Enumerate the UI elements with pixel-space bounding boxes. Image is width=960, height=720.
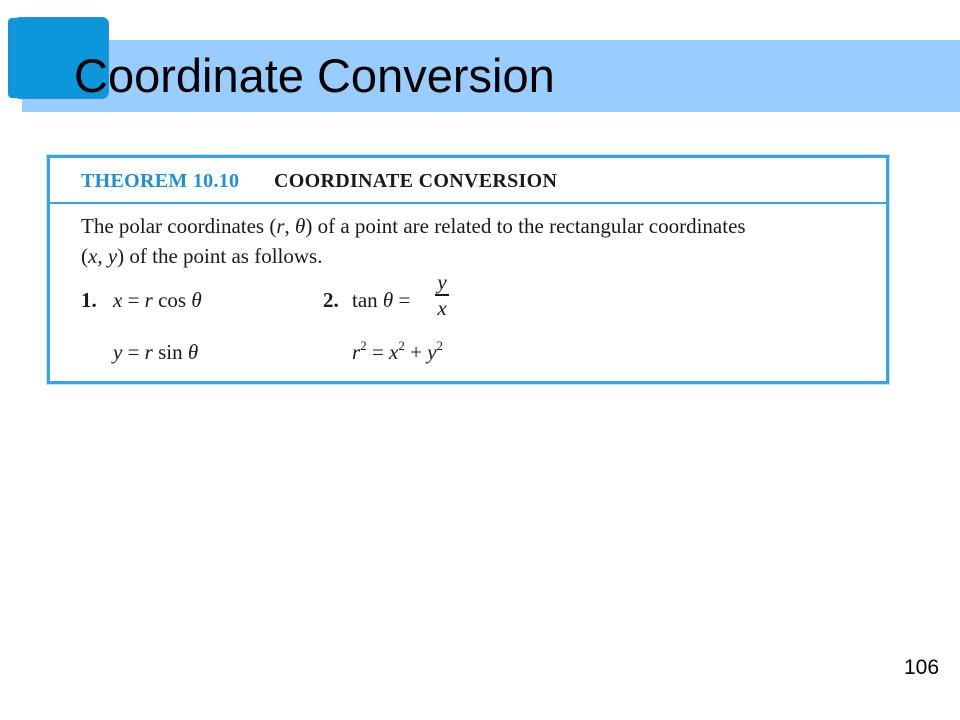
page-number: 106 xyxy=(904,656,940,679)
equation-y-r-sin: y = r sin θ xyxy=(113,340,199,364)
equation-x-r-cos: x = r cos θ xyxy=(113,288,202,312)
theorem-label: THEOREM 10.10 xyxy=(81,170,240,192)
theorem-statement: The polar coordinates (r, θ) of a point are related to the rectangular coordinates (x, y) of the point as follows. xyxy=(81,214,746,268)
slide-title: Coordinate Conversion xyxy=(74,49,555,102)
fraction-y-over-x: y x xyxy=(435,271,449,319)
item-number-2: 2. xyxy=(323,288,339,312)
theorem-name: COORDINATE CONVERSION xyxy=(274,170,558,192)
theorem-header xyxy=(50,158,886,204)
theorem-box xyxy=(47,155,889,384)
equation-r-squared: $r^2 = x^2 + y^2$ xyxy=(352,338,444,364)
item-number-1: 1. xyxy=(81,288,97,312)
equation-tan-theta: tan θ = xyxy=(352,288,411,312)
